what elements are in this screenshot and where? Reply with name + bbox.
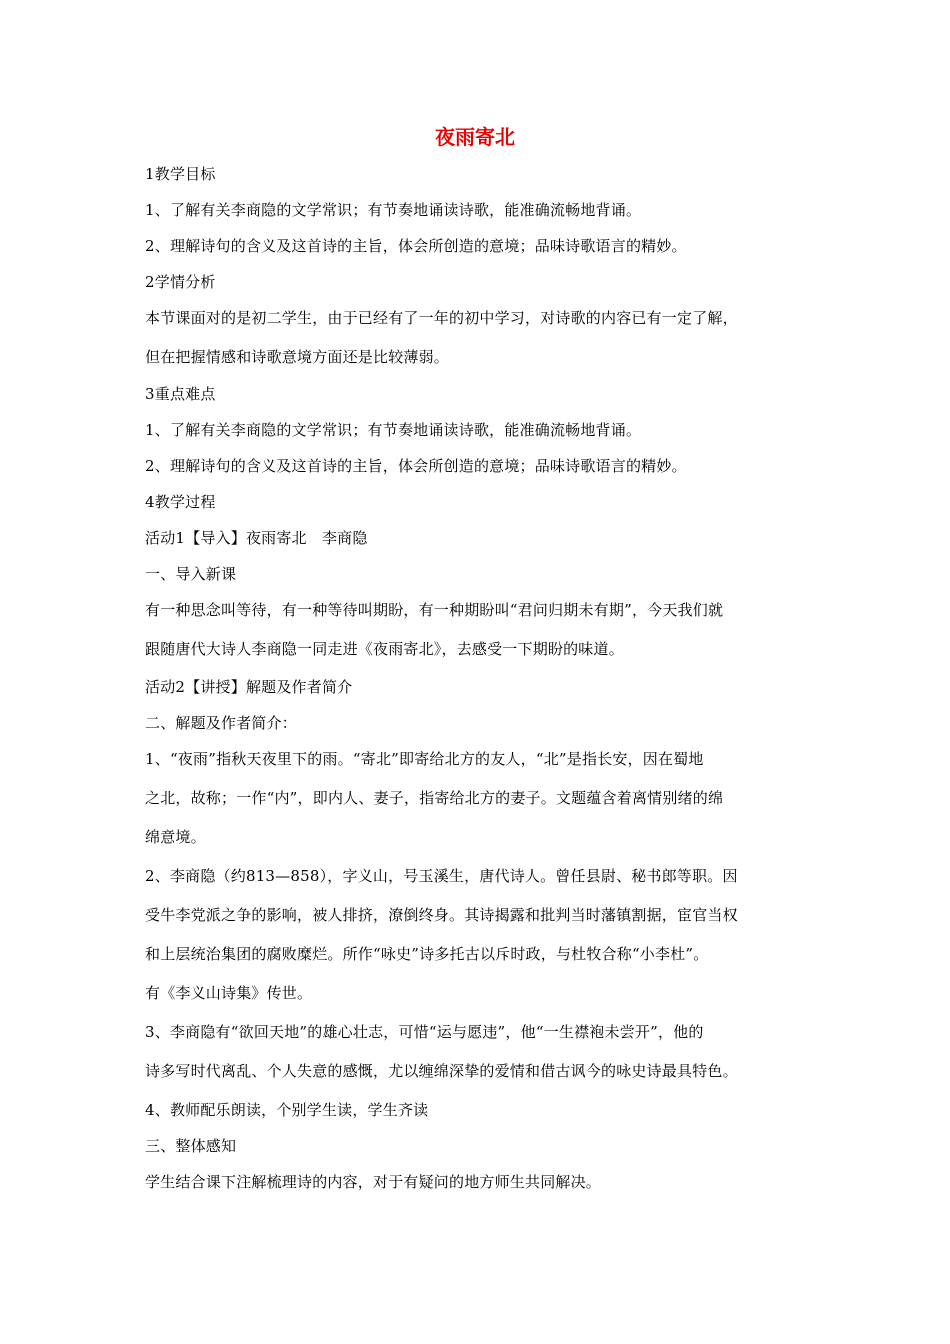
paragraph-line: 2、理解诗句的含义及这首诗的主旨，体会所创造的意境；品味诗歌语言的精妙。 — [145, 457, 687, 475]
paragraph-line: 受牛李党派之争的影响，被人排挤，潦倒终身。其诗揭露和批判当时藩镇割据，宦官当权 — [145, 906, 738, 924]
section-heading-key-points: 3重点难点 — [145, 385, 216, 403]
paragraph-line: 之北，故称；一作“内”，即内人、妻子，指寄给北方的妻子。文题蕴含着离情别绪的绵 — [145, 789, 724, 807]
activity-heading: 活动1【导入】夜雨寄北 李商隐 — [145, 529, 368, 547]
paragraph-line: 4、教师配乐朗读，个别学生读，学生齐读 — [145, 1101, 429, 1119]
paragraph-line: 有一种思念叫等待，有一种等待叫期盼，有一种期盼叫“君问归期未有期”，今天我们就 — [145, 601, 724, 619]
subsection-heading: 二、解题及作者简介： — [145, 714, 298, 732]
paragraph-line: 诗多写时代离乱、个人失意的感慨，尤以缠绵深挚的爱情和借古讽今的咏史诗最具特色。 — [145, 1062, 738, 1080]
activity-heading: 活动2【讲授】解题及作者简介 — [145, 678, 353, 696]
paragraph-line: 1、“夜雨”指秋天夜里下的雨。“寄北”即寄给北方的友人，“北”是指长安，因在蜀地 — [145, 750, 704, 768]
section-heading-teaching-goals: 1教学目标 — [145, 165, 216, 183]
section-heading-student-analysis: 2学情分析 — [145, 273, 216, 291]
paragraph-line: 跟随唐代大诗人李商隐一同走进《夜雨寄北》，去感受一下期盼的味道。 — [145, 640, 624, 658]
paragraph-line: 和上层统治集团的腐败糜烂。所作“咏史”诗多托古以斥时政，与杜牧合称“小李杜”。 — [145, 945, 709, 963]
paragraph-line: 本节课面对的是初二学生，由于已经有了一年的初中学习，对诗歌的内容已有一定了解， — [145, 309, 738, 327]
subsection-heading: 一、导入新课 — [145, 565, 237, 583]
paragraph-line: 1、了解有关李商隐的文学常识；有节奏地诵读诗歌，能准确流畅地背诵。 — [145, 421, 642, 439]
document-title: 夜雨寄北 — [435, 125, 515, 149]
paragraph-line: 3、李商隐有“欲回天地”的雄心壮志，可惜“运与愿违”，他“一生襟袍未尝开”，他的 — [145, 1023, 704, 1041]
section-heading-teaching-process: 4教学过程 — [145, 493, 216, 511]
paragraph-line: 学生结合课下注解梳理诗的内容，对于有疑问的地方师生共同解决。 — [145, 1173, 602, 1191]
paragraph-line: 但在把握情感和诗歌意境方面还是比较薄弱。 — [145, 348, 450, 366]
paragraph-line: 绵意境。 — [145, 828, 206, 846]
paragraph-line: 有《李义山诗集》传世。 — [145, 984, 313, 1002]
paragraph-line: 2、李商隐（约813—858），字义山，号玉溪生，唐代诗人。曾任县尉、秘书郎等职。因 — [145, 867, 738, 885]
paragraph-line: 2、理解诗句的含义及这首诗的主旨，体会所创造的意境；品味诗歌语言的精妙。 — [145, 237, 687, 255]
subsection-heading: 三、整体感知 — [145, 1137, 237, 1155]
paragraph-line: 1、了解有关李商隐的文学常识；有节奏地诵读诗歌，能准确流畅地背诵。 — [145, 201, 642, 219]
